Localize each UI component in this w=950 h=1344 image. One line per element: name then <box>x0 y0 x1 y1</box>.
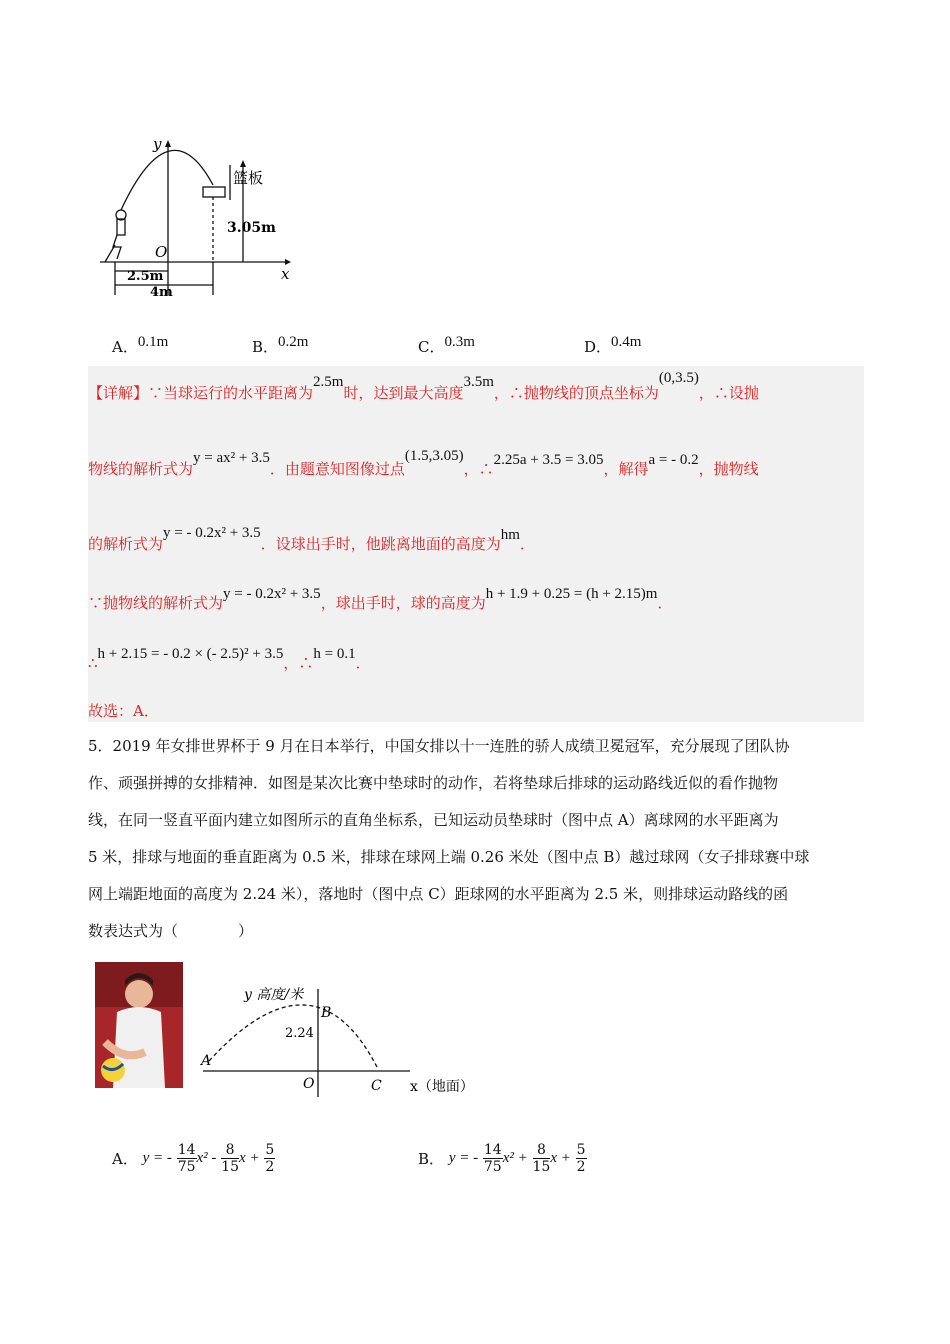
origin-label: O <box>155 243 168 261</box>
solution-line-3: 的解析式为y = - 0.2x² + 3.5．设球出手时，他跳离地面的高度为hm． <box>88 525 535 553</box>
origin-label: O <box>303 1076 315 1092</box>
solution-line-5: ∴h + 2.15 = - 0.2 × (- 2.5)² + 3.5，∴h = 0.1． <box>88 646 371 672</box>
basketball-figure <box>95 135 295 300</box>
q4-option-b[interactable]: B．0.2m <box>252 334 309 356</box>
board-label: 篮板 <box>233 169 264 187</box>
x-axis-label: x（地面） <box>410 1079 474 1095</box>
point-a-label: A <box>201 1053 212 1069</box>
y-axis-label: y 高度/米 <box>244 987 304 1003</box>
solution-line-1: 【详解】∵当球运行的水平距离为2.5m时，达到最大高度3.5m，∴抛物线的顶点坐标为(0,3.5)，∴设抛 <box>88 370 759 402</box>
x-label: x <box>281 265 290 283</box>
q4-option-c[interactable]: C．0.3m <box>418 334 475 356</box>
hoop <box>203 187 225 197</box>
q5-line-5: 网上端距地面的高度为 2.24 米），落地时（图中点 C）距球网的水平距离为 2.5 米，则排球运动路线的函 <box>88 885 789 903</box>
q5-line-3: 线，在同一竖直平面内建立如图所示的直角坐标系，已知运动员垫球时（图中点 A）离球网的水平距离为 <box>88 811 779 829</box>
height-label: 3.05m <box>227 220 276 236</box>
q5-option-b[interactable]: B． y = - $\frac{14}{75}$ x² + $\frac{8}{15}$ x + $\frac{5}{2}$ <box>418 1142 586 1175</box>
dist-4-label: 4m <box>150 285 173 300</box>
point-c-label: C <box>371 1078 382 1094</box>
q5-line-2: 作、顽强拼搏的女排精神．如图是某次比赛中垫球时的动作，若将垫球后排球的运动路线近似的看作抛物 <box>88 774 779 792</box>
point-b-label: B <box>321 1005 332 1021</box>
q4-option-a[interactable]: A．0.1m <box>112 334 169 356</box>
q5-line-6: 数表达式为（ ） <box>88 922 254 940</box>
q5-option-a[interactable]: A． y = - $\frac{14}{75}$ x² - $\frac{8}{15}$ x + $\frac{5}{2}$ <box>112 1142 275 1175</box>
trajectory <box>121 150 213 210</box>
q5-line-1: 5．2019 年女排世界杯于 9 月在日本举行，中国女排以十一连胜的骄人成绩卫冕冠军，充分展现了团队协 <box>88 737 790 755</box>
trajectory-figure <box>195 975 485 1100</box>
y-label: y <box>153 135 162 153</box>
height-label: 2.24 <box>285 1026 314 1041</box>
dist-2-5-label: 2.5m <box>127 269 164 284</box>
q5-line-4: 5 米，排球与地面的垂直距离为 0.5 米，排球在球网上端 0.26 米处（图中点 B）越过球网（女子排球赛中球 <box>88 848 810 866</box>
q4-option-d[interactable]: D．0.4m <box>584 334 642 356</box>
solution-answer: 故选：A． <box>88 702 159 720</box>
solution-line-4: ∵抛物线的解析式为y = - 0.2x² + 3.5，球出手时，球的高度为h + 1.9 + 0.25 = (h + 2.15)m． <box>88 586 673 612</box>
solution-line-2: 物线的解析式为y = ax² + 3.5．由题意知图像过点(1.5,3.05)，∴2.25a + 3.5 = 3.05，解得a = - 0.2，抛物线 <box>88 448 759 478</box>
volleyball-photo <box>95 962 183 1088</box>
